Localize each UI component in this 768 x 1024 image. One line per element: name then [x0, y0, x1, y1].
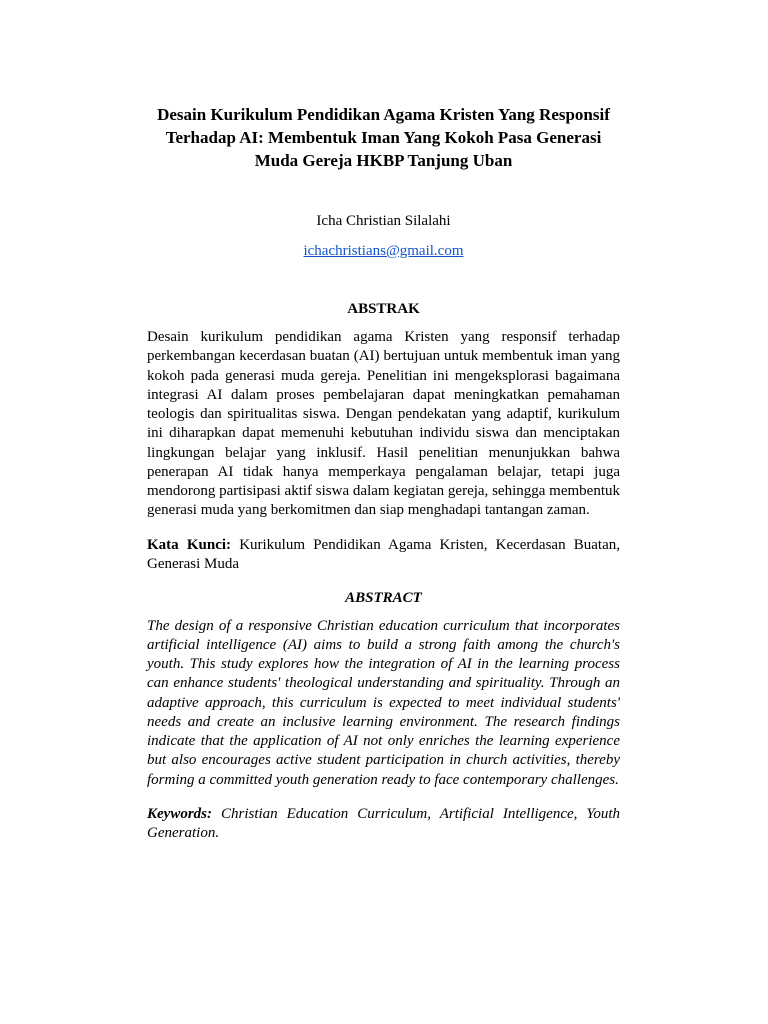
abstract-heading: ABSTRACT: [345, 589, 422, 606]
abstrak-heading: ABSTRAK: [347, 301, 420, 317]
kata-kunci-label: Kata Kunci:: [147, 536, 232, 553]
author-name: Icha Christian Silalahi: [316, 213, 451, 229]
paper-title: Desain Kurikulum Pendidikan Agama Kristen Yang Responsif Terhadap AI: Membentuk Iman Yang Kokoh Pasa Generasi Muda Gereja HKBP Tanjung Uban: [157, 105, 610, 170]
keywords-label: Keywords:: [147, 805, 212, 822]
author-email-link[interactable]: ichachristians@gmail.com: [303, 243, 464, 259]
keywords-line: [147, 805, 620, 843]
abstract-paragraph: The design of a responsive Christian education curriculum that incorporates artificial intelligence (AI) aims to build a strong faith among the church's youth. This study explores how the integration of AI in the learning process can enhance students' theological understanding and spirituality. Through an adaptive approach, this curriculum is expected to meet individual students' needs and create an inclusive learning environment. The research findings indicate that the application of AI not only enriches the learning experience but also encourages active student participation in church activities, thereby forming a committed youth generation ready to face contemporary challenges.: [147, 617, 620, 788]
abstrak-paragraph: Desain kurikulum pendidikan agama Kristen yang responsif terhadap perkembangan kecerdasan buatan (AI) bertujuan untuk membentuk iman yang kokoh pada generasi muda gereja. Penelitian ini mengeksplorasi bagaimana integrasi AI dalam proses pembelajaran dapat meningkatkan pemahaman teologis dan spiritualitas siswa. Dengan pendekatan yang adaptif, kurikulum ini diharapkan dapat memenuhi kebutuhan individu siswa dan menciptakan lingkungan belajar yang inklusif. Hasil penelitian menunjukkan bahwa penerapan AI tidak hanya memperkaya pengalaman belajar, tetapi juga mendorong partisipasi aktif siswa dalam kegiatan gereja, sehingga membentuk generasi muda yang berkomitmen dan siap menghadapi tantangan zaman.: [147, 329, 620, 519]
paper-content: [147, 103, 620, 858]
kata-kunci-line: [147, 536, 620, 574]
keywords-text: Christian Education Curriculum, Artificial Intelligence, Youth Generation.: [147, 805, 620, 841]
kata-kunci-text: Kurikulum Pendidikan Agama Kristen, Kecerdasan Buatan, Generasi Muda: [147, 536, 620, 572]
author-email: [147, 242, 620, 261]
